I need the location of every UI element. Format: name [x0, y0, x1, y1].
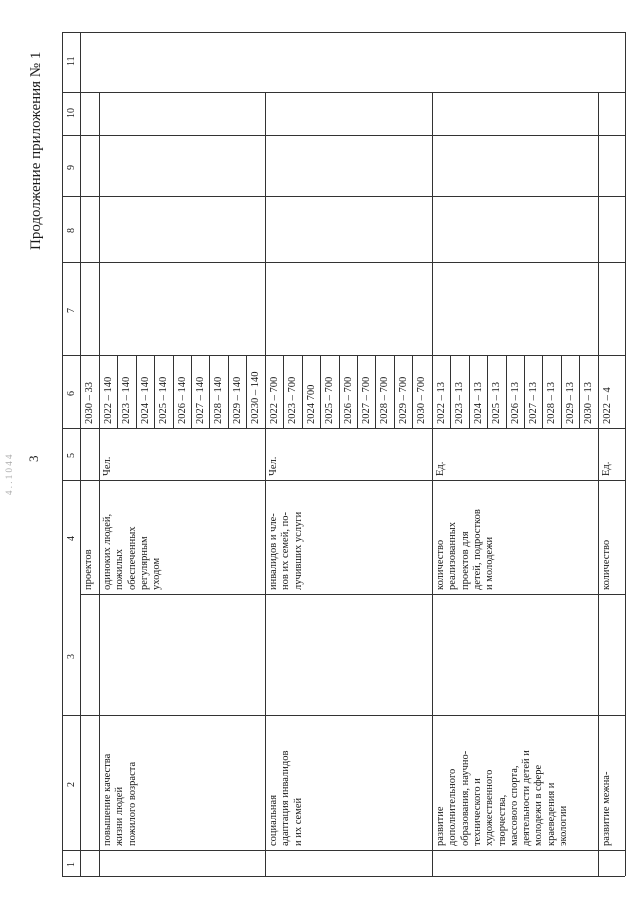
- indicator-text-line: уходом: [151, 557, 163, 590]
- target-value: 2025 – 140: [158, 376, 170, 424]
- column-number-6: 6: [66, 390, 77, 396]
- column-number-7: 7: [66, 307, 77, 313]
- indicator-text-line: проектов для: [459, 531, 471, 590]
- target-value: 2023 – 700: [287, 376, 299, 424]
- value-subcell-rule: [469, 355, 470, 428]
- value-subcell-rule: [283, 355, 284, 428]
- column-number-3: 3: [66, 653, 77, 659]
- task-text-line: образования, научно-: [459, 750, 471, 846]
- row-separator: [99, 92, 100, 876]
- column-number-5: 5: [66, 453, 77, 458]
- target-value: 2028 – 13: [546, 382, 558, 424]
- column-rule: [62, 428, 625, 429]
- indicator-text-line: количество: [435, 539, 446, 590]
- row-separator: [598, 92, 599, 876]
- indicator-text-line: регулярным: [138, 536, 150, 590]
- target-value: 2022 – 700: [269, 376, 280, 424]
- task-text-line: художественного: [484, 769, 496, 846]
- indicator-text-line: нов их семей, по-: [280, 512, 292, 590]
- value-subcell-rule: [191, 355, 192, 428]
- indicator-text-line: лучивших услуги: [292, 511, 304, 590]
- task-text-line: деятельности детей и: [521, 750, 533, 846]
- target-value: 2024 – 140: [139, 376, 151, 424]
- target-value: 2024 700: [305, 384, 317, 424]
- column-number-10: 10: [66, 107, 77, 118]
- target-value: 2029 – 700: [397, 376, 409, 424]
- target-value: 2023 – 13: [454, 382, 466, 424]
- target-value: 2027 – 700: [361, 376, 372, 424]
- page-number: 3: [26, 455, 41, 462]
- column-rule: [62, 355, 625, 356]
- task-text-line: творчества,: [496, 794, 508, 846]
- column-number-8: 8: [66, 228, 77, 233]
- indicator-text-line: и молодежи: [484, 536, 496, 590]
- task-text-line: молодежи в сфере: [533, 764, 545, 846]
- column-rule: [62, 480, 625, 481]
- indicator-text-line: количество: [601, 539, 612, 590]
- faint-top-mark: 4 . . 1 0 4 4: [4, 454, 14, 495]
- value-subcell-rule: [339, 355, 340, 428]
- indicator-text-line: пожилых: [114, 548, 126, 590]
- value-subcell-rule: [357, 355, 358, 428]
- target-value: 2022 – 13: [436, 382, 447, 424]
- value-subcell-rule: [487, 355, 488, 428]
- unit-text: Ед.: [435, 461, 446, 476]
- task-text-line: повышение качества: [102, 753, 113, 846]
- target-value: 2028 – 700: [379, 376, 391, 424]
- target-value: 2025 – 700: [324, 376, 336, 424]
- target-value: 2023 – 140: [121, 376, 133, 424]
- value-subcell-rule: [320, 355, 321, 428]
- unit-text: Чел.: [102, 456, 113, 476]
- task-text-line: технического и: [471, 778, 483, 846]
- task-text-line: дополнительного: [447, 768, 459, 846]
- target-value: 2027 – 13: [528, 382, 539, 424]
- column-rule: [62, 876, 625, 877]
- value-subcell-rule: [154, 355, 155, 428]
- indicator-text-line: реализованных: [447, 521, 459, 590]
- column-number-11: 11: [66, 56, 77, 66]
- task-text-line: пожилого возраста: [126, 761, 138, 846]
- target-value: 2026 – 13: [509, 382, 521, 424]
- column-number-9: 9: [66, 164, 77, 170]
- value-subcell-rule: [506, 355, 507, 428]
- table-left-border: [62, 32, 63, 876]
- unit-text: Ед.: [601, 461, 612, 476]
- task-text-line: адаптация инвалидов: [280, 750, 292, 846]
- target-value: 2026 – 140: [176, 376, 188, 424]
- column-number-1: 1: [66, 862, 77, 867]
- target-value: 2022 – 4: [602, 387, 613, 424]
- indicator-text-line: проектов: [83, 549, 94, 590]
- column-number-2: 2: [66, 781, 77, 787]
- value-subcell-rule: [542, 355, 543, 428]
- target-value: 2029 – 13: [564, 382, 576, 424]
- indicator-text-line: обеспеченных: [126, 526, 138, 590]
- value-subcell-rule: [394, 355, 395, 428]
- value-subcell-rule: [375, 355, 376, 428]
- column-rule: [62, 850, 625, 851]
- task-text-line: массового спорта,: [508, 765, 520, 846]
- task-text-line: жизни людей: [114, 786, 126, 846]
- header-row-border: [80, 32, 81, 876]
- value-subcell-rule: [579, 355, 580, 428]
- target-value: 2027 – 140: [195, 376, 206, 424]
- task-text-line: развитие: [435, 806, 446, 846]
- unit-text: Чел.: [268, 456, 279, 476]
- column-rule: [62, 92, 625, 93]
- appendix-continuation-header: Продолжение приложения № 1: [28, 51, 44, 250]
- table-right-border: [625, 32, 626, 876]
- target-value: 2030 – 700: [416, 376, 428, 424]
- column-rule: [62, 32, 625, 33]
- target-value: 2029 – 140: [231, 376, 243, 424]
- value-subcell-rule: [561, 355, 562, 428]
- value-subcell-rule: [117, 355, 118, 428]
- value-subcell-rule: [246, 355, 247, 428]
- value-subcell-rule: [173, 355, 174, 428]
- task-text-line: развитие межна-: [601, 771, 612, 846]
- value-subcell-rule: [302, 355, 303, 428]
- column-rule: [62, 135, 625, 136]
- value-subcell-rule: [209, 355, 210, 428]
- target-value: 2028 – 140: [213, 376, 225, 424]
- value-subcell-rule: [228, 355, 229, 428]
- target-value: 20230 – 140: [250, 371, 262, 424]
- column-rule: [62, 196, 625, 197]
- value-subcell-rule: [412, 355, 413, 428]
- value-subcell-rule: [136, 355, 137, 428]
- target-value: 2030 – 13: [583, 382, 595, 424]
- column-number-4: 4: [66, 536, 77, 541]
- indicator-text-line: инвалидов и чле-: [268, 513, 279, 590]
- task-text-line: краеведения и: [545, 782, 557, 846]
- column-rule: [80, 594, 625, 595]
- task-text-line: социальная: [268, 794, 279, 846]
- target-value: 2022 – 140: [103, 376, 114, 424]
- column-rule: [62, 262, 625, 263]
- target-value: 2030 – 33: [84, 382, 95, 424]
- row-separator: [265, 92, 266, 876]
- task-text-line: экологии: [558, 805, 569, 846]
- column-rule: [62, 715, 625, 716]
- target-value: 2025 – 13: [491, 382, 503, 424]
- indicator-text-line: одиноких людей,: [102, 513, 113, 590]
- task-text-line: и их семей: [292, 797, 304, 846]
- indicator-text-line: детей, подростков: [471, 509, 483, 590]
- value-subcell-rule: [524, 355, 525, 428]
- target-value: 2026 – 700: [342, 376, 354, 424]
- target-value: 2024 – 13: [472, 382, 484, 424]
- row-separator: [432, 92, 433, 876]
- value-subcell-rule: [450, 355, 451, 428]
